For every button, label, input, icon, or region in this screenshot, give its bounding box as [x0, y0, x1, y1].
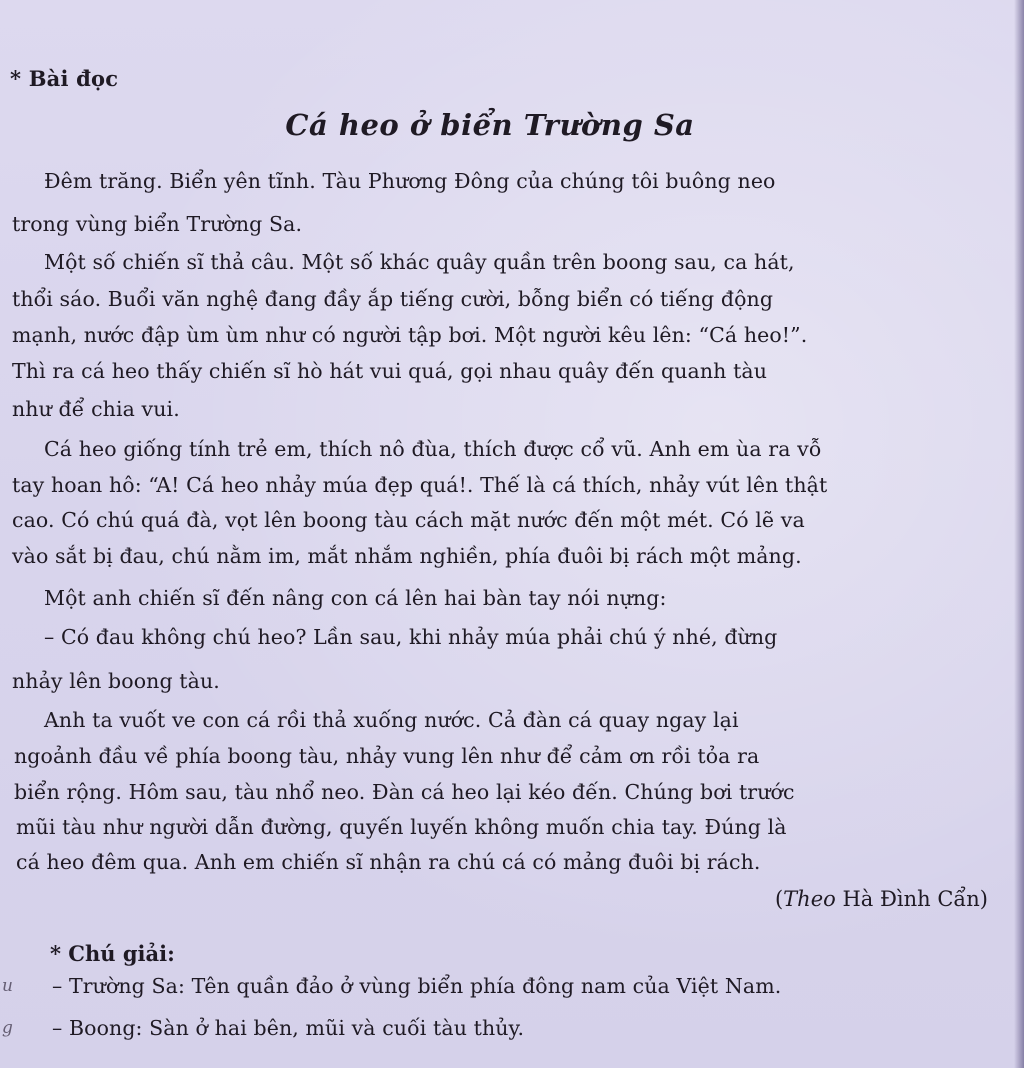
body-line: cá heo đêm qua. Anh em chiến sĩ nhận ra chú cá có mảng đuôi bị rách.: [16, 850, 761, 874]
section-label: * Bài đọc: [10, 66, 119, 91]
glossary-title: * Chú giải:: [50, 941, 175, 966]
body-line: mạnh, nước đập ùm ùm như có người tập bơi. Một người kêu lên: “Cá heo!”.: [12, 323, 808, 347]
body-line: – Có đau không chú heo? Lần sau, khi nhảy múa phải chú ý nhé, đừng: [44, 625, 778, 649]
margin-mark: g: [2, 1018, 13, 1038]
margin-mark: u: [2, 976, 13, 996]
attribution: [775, 887, 988, 911]
page-edge-shadow: [1014, 0, 1024, 1068]
body-line: vào sắt bị đau, chú nằm im, mắt nhắm nghiền, phía đuôi bị rách một mảng.: [12, 544, 802, 568]
attribution-theo: Theo: [783, 887, 836, 911]
body-line: thổi sáo. Buổi văn nghệ đang đầy ắp tiếng cười, bỗng biển có tiếng động: [12, 287, 774, 311]
body-line: Một anh chiến sĩ đến nâng con cá lên hai bàn tay nói nựng:: [44, 586, 667, 610]
body-line: mũi tàu như người dẫn đường, quyến luyến không muốn chia tay. Đúng là: [16, 815, 787, 839]
attribution-open: (: [774, 887, 784, 911]
body-line: cao. Có chú quá đà, vọt lên boong tàu cách mặt nước đến một mét. Có lẽ va: [12, 508, 805, 532]
body-line: như để chia vui.: [12, 397, 180, 421]
body-line: Một số chiến sĩ thả câu. Một số khác quây quần trên boong sau, ca hát,: [44, 250, 795, 274]
body-line: biển rộng. Hôm sau, tàu nhổ neo. Đàn cá heo lại kéo đến. Chúng bơi trước: [14, 780, 795, 804]
body-line: ngoảnh đầu về phía boong tàu, nhảy vung lên như để cảm ơn rồi tỏa ra: [14, 744, 760, 768]
body-line: Anh ta vuốt ve con cá rồi thả xuống nước. Cả đàn cá quay ngay lại: [44, 708, 739, 732]
reading-title: Cá heo ở biển Trường Sa: [285, 108, 695, 142]
body-line: Cá heo giống tính trẻ em, thích nô đùa, thích được cổ vũ. Anh em ùa ra vỗ: [44, 437, 822, 461]
body-line: Đêm trăng. Biển yên tĩnh. Tàu Phương Đông của chúng tôi buông neo: [44, 169, 776, 193]
body-line: tay hoan hô: “A! Cá heo nhảy múa đẹp quá!. Thế là cá thích, nhảy vút lên thật: [12, 473, 828, 497]
body-line: Thì ra cá heo thấy chiến sĩ hò hát vui quá, gọi nhau quây đến quanh tàu: [12, 359, 768, 383]
glossary-item-truong-sa: – Trường Sa: Tên quần đảo ở vùng biển phía đông nam của Việt Nam.: [52, 974, 782, 998]
attribution-author: Hà Đình Cẩn): [835, 887, 988, 911]
glossary-item-boong: – Boong: Sàn ở hai bên, mũi và cuối tàu thủy.: [52, 1016, 525, 1040]
body-line: nhảy lên boong tàu.: [12, 669, 220, 693]
body-line: trong vùng biển Trường Sa.: [12, 212, 303, 236]
